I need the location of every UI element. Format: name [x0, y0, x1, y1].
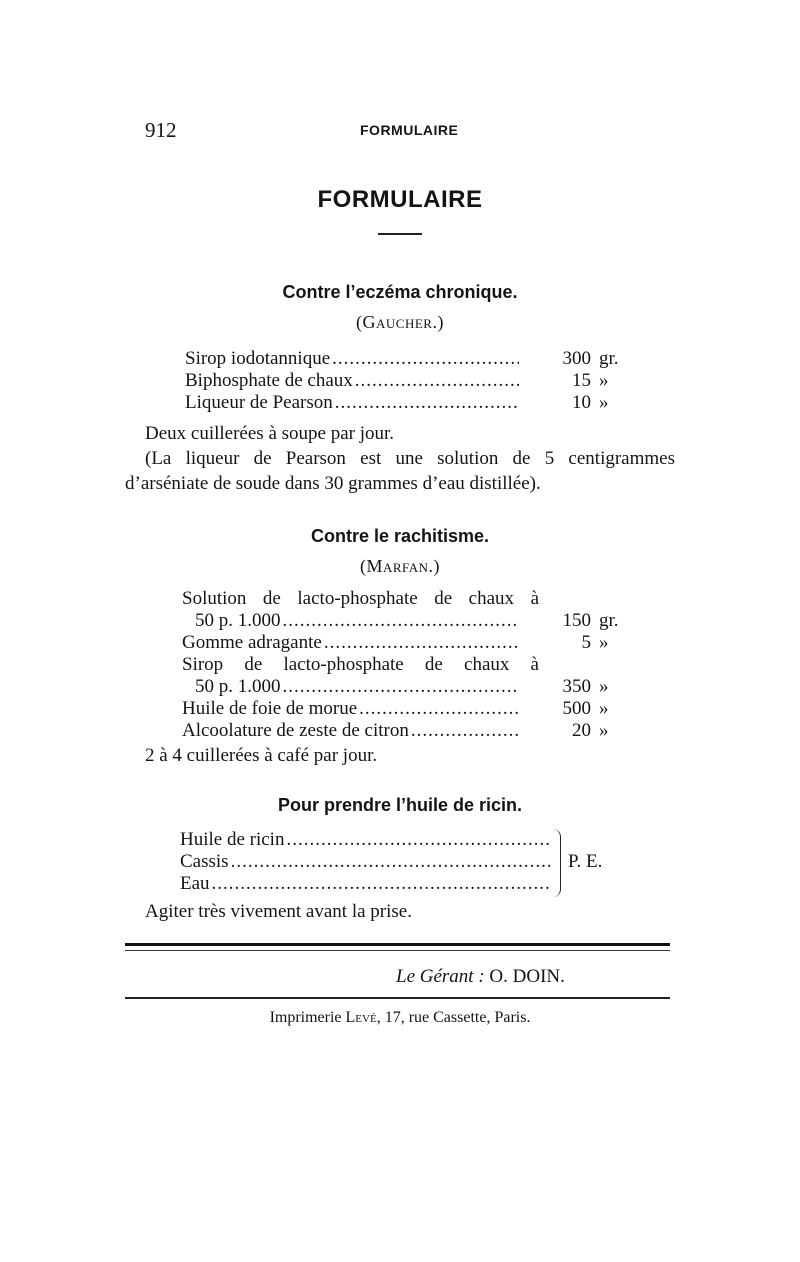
ingredient-row [195, 610, 625, 632]
leader-dots [355, 370, 519, 392]
ingredient-name: 50 p. 1.000 [195, 610, 281, 631]
ingredient-row [180, 851, 552, 873]
ingredient-name: Liqueur de Pearson [185, 392, 333, 413]
section-title-eczema: Contre l’eczéma chronique. [282, 282, 518, 302]
leader-dots [283, 610, 520, 632]
ingredient-unit: » [599, 632, 609, 653]
ingredient-row [182, 720, 625, 742]
leader-dots [335, 392, 519, 414]
ingredient-unit: » [599, 392, 609, 413]
dosage-instructions: Deux cuillerées à soupe par jour. [145, 423, 395, 444]
ingredient-name: Eau [180, 873, 210, 894]
footer-rule-thin [125, 950, 670, 951]
ingredient-row [195, 676, 625, 698]
ingredient-name-line: Sirop de lacto-phosphate de chaux à [182, 654, 539, 675]
ingredient-quantity: 500 [562, 698, 591, 719]
ingredient-unit: » [599, 698, 609, 719]
leader-dots [231, 851, 550, 873]
ingredient-quantity: 5 [581, 632, 591, 653]
ingredient-unit: » [599, 370, 609, 391]
ingredient-row [182, 632, 625, 654]
ingredient-unit: gr. [599, 348, 619, 369]
ingredient-name-line: Solution de lacto-phosphate de chaux à [182, 588, 539, 609]
ingredient-quantity: 150 [562, 610, 591, 631]
leader-dots [286, 829, 550, 851]
ingredient-name: Sirop iodotannique [185, 348, 331, 369]
manager-line [396, 966, 565, 988]
section-title-ricin: Pour prendre l’huile de ricin. [277, 795, 523, 815]
ingredient-row [182, 698, 625, 720]
dosage-instructions: 2 à 4 cuillerées à café par jour. [145, 745, 378, 766]
ingredient-name: Biphosphate de chaux [185, 370, 353, 391]
ingredient-name: 50 p. 1.000 [195, 676, 281, 697]
ingredient-row [185, 392, 625, 414]
grouping-brace [552, 829, 561, 897]
dosage-instructions: Agiter très vivement avant la prise. [145, 901, 412, 922]
ingredient-name: Gomme adragante [182, 632, 322, 653]
ingredient-unit: gr. [599, 610, 619, 631]
proportion-label: P. E. [568, 851, 603, 872]
author-name: Gaucher [362, 312, 433, 332]
ingredient-row [185, 370, 625, 392]
ingredient-name: Huile de foie de morue [182, 698, 358, 719]
leader-dots [283, 676, 520, 698]
ingredient-name: Huile de ricin [180, 829, 285, 850]
page-number: 912 [145, 118, 177, 142]
footer-rule-thick [125, 943, 670, 946]
section-author-gaucher: (Gaucher.) [356, 312, 444, 332]
ingredient-quantity: 15 [572, 370, 591, 391]
leader-dots [411, 720, 519, 742]
manager-label: Le Gérant : [396, 966, 485, 987]
manager-name: O. DOIN. [489, 966, 565, 987]
printer-rule [125, 997, 670, 999]
leader-dots [324, 632, 519, 654]
printer-address: , 17, rue Cassette, Paris. [376, 1009, 531, 1026]
ingredient-quantity: 10 [572, 392, 591, 413]
author-name: Marfan [366, 556, 429, 576]
ingredient-quantity: 300 [562, 348, 591, 369]
section-author-marfan: (Marfan.) [359, 556, 441, 576]
leader-dots [359, 698, 519, 720]
note-line-2: d’arséniate de soude dans 30 grammes d’eau distillée). [125, 473, 541, 494]
note-line-1: (La liqueur de Pearson est une solution de 5 centigrammes [145, 448, 675, 469]
ingredient-unit: » [599, 720, 609, 741]
section-title-rachitisme: Contre le rachitisme. [310, 526, 490, 546]
ingredient-name: Alcoolature de zeste de citron [182, 720, 409, 741]
leader-dots [332, 348, 519, 370]
title-divider [378, 233, 422, 235]
printer-name: Levé [345, 1009, 377, 1026]
ingredient-unit: » [599, 676, 609, 697]
ingredient-name: Cassis [180, 851, 229, 872]
ingredient-quantity: 350 [562, 676, 591, 697]
ingredient-quantity: 20 [572, 720, 591, 741]
running-head [145, 118, 660, 142]
printer-imprint [0, 1009, 800, 1027]
running-title: FORMULAIRE [360, 122, 459, 138]
page-title: FORMULAIRE [317, 186, 483, 213]
printer-prefix: Imprimerie [269, 1009, 342, 1026]
ingredient-row [185, 348, 625, 370]
ingredient-row [180, 829, 552, 851]
leader-dots [212, 873, 550, 895]
ingredient-row [180, 873, 552, 895]
